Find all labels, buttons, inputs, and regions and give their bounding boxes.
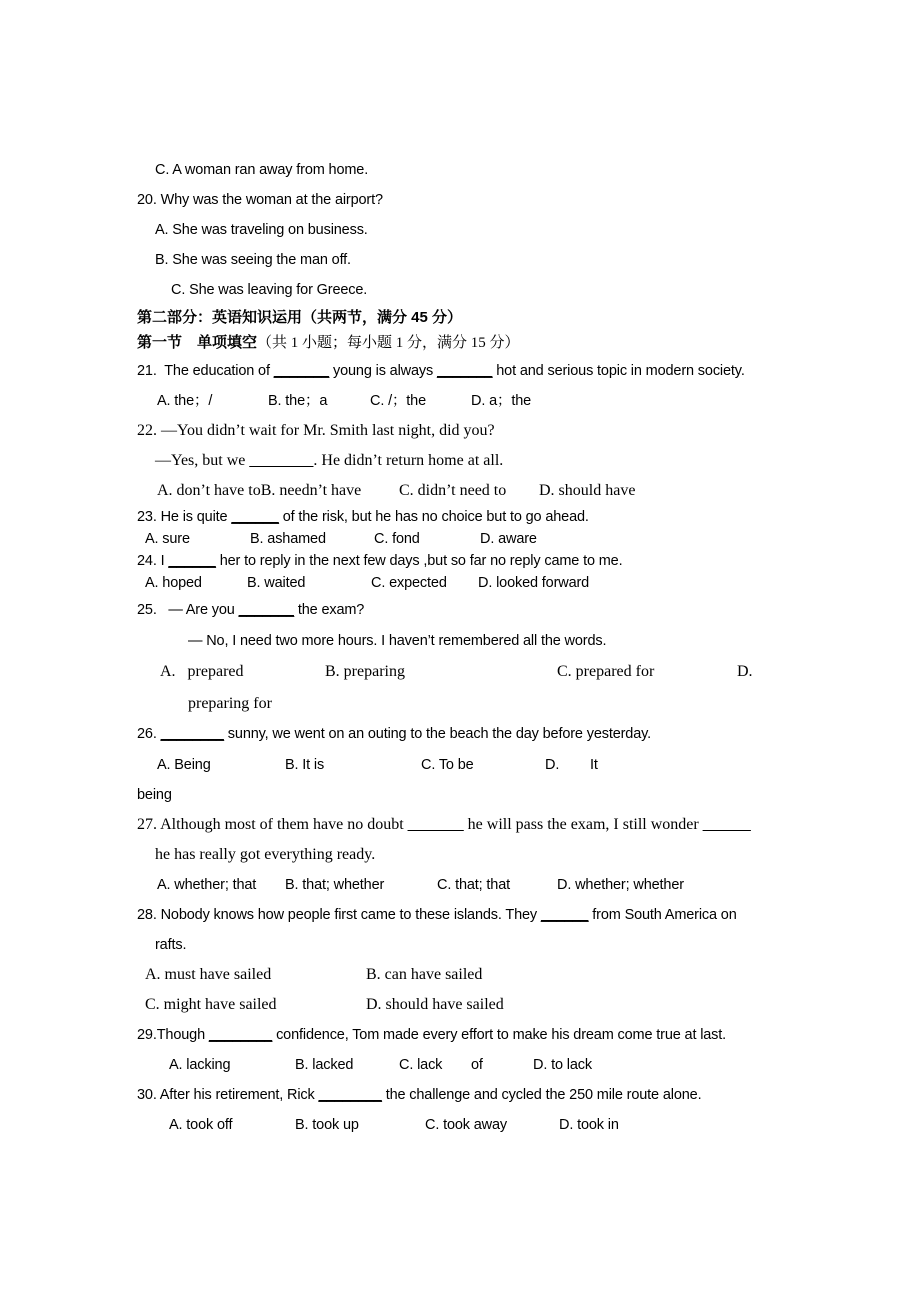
q27-option-a[interactable]: A. whether; that xyxy=(157,877,257,893)
q23-option-d[interactable]: D. aware xyxy=(480,531,537,547)
document-body xyxy=(137,155,785,1140)
q24-options xyxy=(137,572,785,594)
q27-options xyxy=(137,870,785,900)
q29-blank: ________ xyxy=(208,1027,273,1043)
q29-option-c[interactable]: C. lack xyxy=(399,1057,443,1073)
q22-option-ab[interactable]: A. don’t have toB. needn’t have xyxy=(157,482,362,499)
q20-stem: 20. Why was the woman at the airport? xyxy=(137,192,383,208)
q29-stem: 29.Though ________ confidence, Tom made every effort to make his dream come true at last. xyxy=(137,1027,727,1043)
q28-option-d[interactable]: D. should have sailed xyxy=(366,996,504,1013)
q29-option-b[interactable]: B. lacked xyxy=(295,1057,354,1073)
q25-stem: 25. — Are you _______ the exam? xyxy=(137,602,365,618)
q26-options xyxy=(137,750,785,780)
q29-options xyxy=(137,1050,785,1080)
q21-stem: 21. The education of _______ young is always _______ hot and serious topic in modern society. xyxy=(137,363,745,379)
q28-options-row-1 xyxy=(137,960,785,990)
q23-option-a[interactable]: A. sure xyxy=(145,531,190,547)
q25-option-a[interactable]: A. prepared xyxy=(160,663,244,680)
q26-option-c[interactable]: C. To be xyxy=(421,757,474,773)
q28-stem-line2: rafts. xyxy=(155,937,187,953)
q24-option-a[interactable]: A. hoped xyxy=(145,575,202,591)
q22-option-c[interactable]: C. didn’t need to xyxy=(399,482,507,499)
q22-stem: 22. —You didn’t wait for Mr. Smith last night, did you? xyxy=(137,422,495,439)
q28-option-c[interactable]: C. might have sailed xyxy=(145,996,277,1013)
q30-option-c[interactable]: C. took away xyxy=(425,1117,508,1133)
part-two-header xyxy=(137,305,785,330)
q28-stem: 28. Nobody knows how people first came to these islands. They ______ from South America on xyxy=(137,907,737,923)
q22-options xyxy=(137,476,785,506)
q21-option-c[interactable]: C. /；the xyxy=(370,393,427,409)
q27-option-b[interactable]: B. that; whether xyxy=(285,877,385,893)
q29-option-d[interactable]: D. to lack xyxy=(533,1057,592,1073)
q25-option-c[interactable]: C. prepared for xyxy=(557,663,655,680)
q26-option-b[interactable]: B. It is xyxy=(285,757,325,773)
q29-option-a[interactable]: A. lacking xyxy=(169,1057,231,1073)
q30-options xyxy=(137,1110,785,1140)
q26-blank: ________ xyxy=(160,726,224,742)
q26-option-d[interactable]: D. xyxy=(545,757,560,773)
q27-option-c[interactable]: C. that; that xyxy=(437,877,511,893)
q26-option-d-text[interactable]: It xyxy=(590,757,598,773)
q24-option-b[interactable]: B. waited xyxy=(247,575,306,591)
q30-option-b[interactable]: B. took up xyxy=(295,1117,359,1133)
q27-stem-line2: he has really got everything ready. xyxy=(155,846,376,863)
q26-stem: 26. ________ sunny, we went on an outing to the beach the day before yesterday. xyxy=(137,726,652,742)
q21-blank-1: _______ xyxy=(273,363,330,379)
q28-options-row-2 xyxy=(137,990,785,1020)
q26-options-wrap[interactable]: being xyxy=(137,787,172,803)
q24-blank: ______ xyxy=(168,553,216,569)
q24-option-c[interactable]: C. expected xyxy=(371,575,447,591)
q21-option-d[interactable]: D. a；the xyxy=(471,393,532,409)
q21-options xyxy=(137,386,785,416)
q25-options-wrap[interactable]: preparing for xyxy=(188,695,272,712)
q23-blank: ______ xyxy=(231,509,279,525)
q26-option-a[interactable]: A. Being xyxy=(157,757,211,773)
part-two-header-text: 第二部分：英语知识运用（共两节，满分 45 分） xyxy=(137,309,463,326)
q27-stem: 27. Although most of them have no doubt _______ he will pass the exam, I still wonder ______ xyxy=(137,816,751,833)
q21-option-a[interactable]: A. the；/ xyxy=(157,393,213,409)
q25-option-b[interactable]: B. preparing xyxy=(325,663,405,680)
q25-stem-line2: — No, I need two more hours. I haven’t remembered all the words. xyxy=(188,633,607,649)
q27-option-d[interactable]: D. whether; whether xyxy=(557,877,684,893)
q30-option-d[interactable]: D. took in xyxy=(559,1117,619,1133)
q30-stem: 30. After his retirement, Rick ________ the challenge and cycled the 250 mile route alone. xyxy=(137,1087,702,1103)
q28-option-a[interactable]: A. must have sailed xyxy=(145,966,272,983)
q21-blank-2: _______ xyxy=(436,363,493,379)
q27-blank-1: _______ xyxy=(407,816,464,833)
q23-options xyxy=(137,528,785,550)
q24-stem: 24. I ______ her to reply in the next few days ,but so far no reply came to me. xyxy=(137,553,623,569)
q23-option-b[interactable]: B. ashamed xyxy=(250,531,326,547)
q28-blank: ______ xyxy=(540,907,589,923)
q24-option-d[interactable]: D. looked forward xyxy=(478,575,590,591)
q20-option-b: B. She was seeing the man off. xyxy=(155,252,351,268)
q20-option-a: A. She was traveling on business. xyxy=(155,222,368,238)
q25-option-d[interactable]: D. xyxy=(737,663,753,680)
section-one-detail: （共 1 小题；每小题 1 分，满分 15 分） xyxy=(257,335,520,351)
q27-blank-2: ______ xyxy=(702,816,751,833)
q23-option-c[interactable]: C. fond xyxy=(374,531,420,547)
q29-option-c-of[interactable]: of xyxy=(471,1057,483,1073)
q28-option-b[interactable]: B. can have sailed xyxy=(366,966,483,983)
q23-stem: 23. He is quite ______ of the risk, but he has no choice but to go ahead. xyxy=(137,509,589,525)
q25-blank: _______ xyxy=(238,602,294,618)
q20-option-c: C. She was leaving for Greece. xyxy=(171,282,368,298)
section-one-header xyxy=(137,330,785,356)
q22-option-d[interactable]: D. should have xyxy=(539,482,636,499)
q22-stem-line2: —Yes, but we ________. He didn’t return home at all. xyxy=(155,452,504,469)
q19-option-c: C. A woman ran away from home. xyxy=(155,162,369,178)
q30-option-a[interactable]: A. took off xyxy=(169,1117,233,1133)
q30-blank: ________ xyxy=(318,1087,382,1103)
section-one-title: 第一节 单项填空 xyxy=(137,334,258,351)
q21-option-b[interactable]: B. the；a xyxy=(268,393,328,409)
q22-blank: ________ xyxy=(249,452,314,469)
q25-options xyxy=(137,657,785,688)
